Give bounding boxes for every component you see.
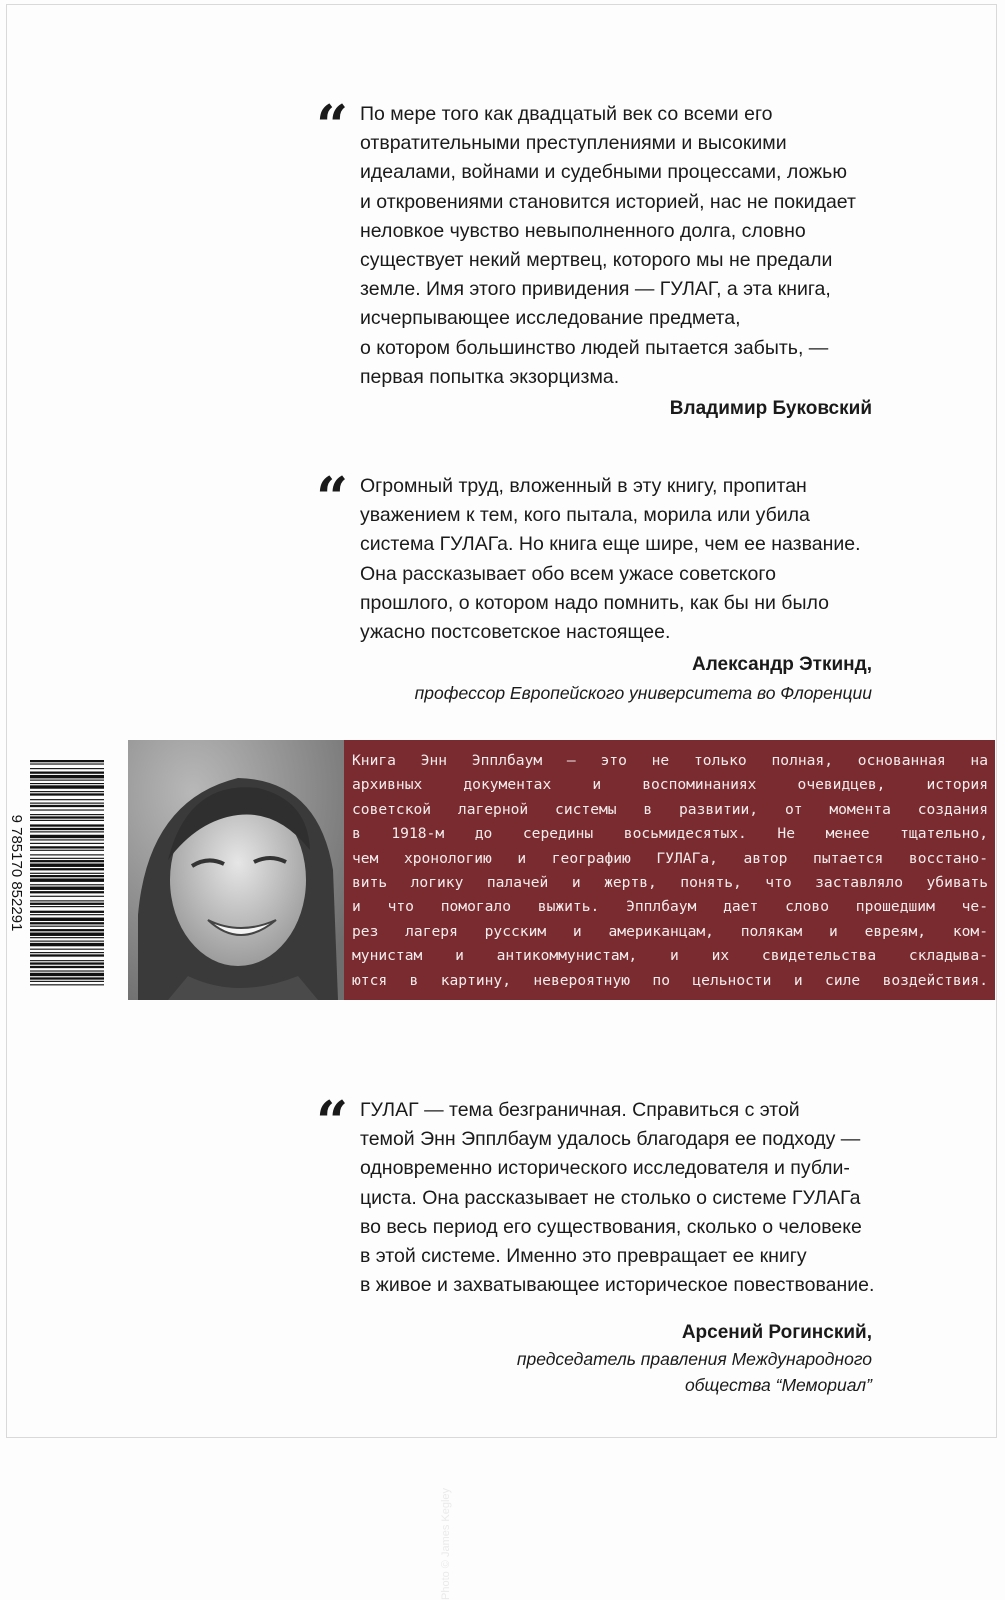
annotation-line: рез лагеря русским и американцам, полякам и евреям, ком- — [352, 922, 988, 940]
quote-roginsky — [312, 1089, 922, 1396]
barcode-bar — [30, 843, 104, 844]
quote-mark-icon: “ — [316, 93, 349, 159]
quote-line: отвратительными преступлениями и высокими — [360, 132, 787, 155]
portrait-image — [128, 740, 344, 1000]
quote-author-role: общества “Мемориал” — [684, 1375, 872, 1395]
barcode-bar — [30, 809, 104, 810]
barcode-bar — [30, 803, 104, 804]
barcode-bar — [30, 962, 104, 964]
annotation-line: советской лагерной системы в развитии, от момента создания — [352, 800, 988, 818]
quote-mark-icon: “ — [316, 1089, 349, 1155]
barcode-bar — [30, 772, 104, 774]
barcode-bar — [30, 831, 104, 832]
barcode-bar — [30, 780, 104, 781]
quote-line: и откровениями становится историей, нас не покидает — [360, 190, 856, 213]
barcode-bar — [30, 858, 104, 859]
barcode-bar — [30, 884, 104, 885]
barcode-bars — [30, 760, 104, 985]
quote-line: в живое и захватывающее историческое повествование. — [360, 1274, 875, 1297]
quote-line: прошлого, о котором надо помнить, как бы ни было — [360, 591, 829, 614]
quote-line: Она рассказывает обо всем ужасе советского — [360, 562, 776, 585]
barcode-bar — [30, 914, 104, 915]
quote-line: темой Энн Эпплбаум удалось благодаря ее подходу — — [360, 1128, 861, 1151]
barcode-bar — [30, 937, 104, 938]
book-annotation — [352, 749, 988, 993]
barcode-bar — [30, 878, 104, 881]
barcode-bar — [30, 850, 104, 851]
barcode-bar — [30, 846, 104, 848]
barcode-bar — [30, 887, 104, 890]
annotation-line: архивных документах и воспоминаниях очевидцев, история — [352, 776, 988, 794]
quote-text — [360, 1096, 874, 1300]
annotation-line: в 1918-м до середины восьмидесятых. Не менее тщательно, — [352, 825, 988, 843]
quote-author: Александр Эткинд, — [692, 654, 872, 675]
quote-author-role: профессор Европейского университета во Флоренции — [414, 683, 872, 703]
quote-line: система ГУЛАГа. Но книга еще шире, чем ее название. — [360, 533, 861, 556]
barcode-bar — [30, 918, 104, 921]
barcode-bar — [30, 768, 104, 769]
barcode-bar — [30, 868, 104, 870]
quote-text — [360, 100, 856, 392]
barcode-bar — [30, 760, 104, 762]
barcode-bar — [30, 839, 104, 840]
barcode-bar — [30, 835, 104, 838]
quote-line: ужасно постсоветское настоящее. — [360, 621, 671, 644]
barcode-digits: 9 785170 852291 — [8, 814, 25, 932]
barcode-bar — [30, 949, 104, 950]
annotation-line: чем хронологию и географию ГУЛАГа, автор пытается восстано- — [352, 849, 988, 867]
quote-line: одновременно исторического исследователя и публи- — [360, 1157, 850, 1180]
barcode-bar — [30, 903, 104, 905]
barcode-bar — [30, 900, 104, 901]
barcode-bar — [30, 896, 104, 897]
barcode-bar — [30, 791, 104, 792]
quote-line: существует некий мертвец, которого мы не предали — [360, 249, 833, 272]
quote-text — [360, 472, 861, 647]
barcode-bar — [30, 977, 104, 979]
barcode-bar — [30, 805, 104, 807]
barcode-bar — [30, 960, 104, 961]
quote-line: По мере того как двадцатый век со всеми его — [360, 103, 773, 125]
barcode-bar — [30, 973, 104, 976]
barcode-bar — [30, 828, 104, 830]
barcode-bar — [30, 941, 104, 942]
author-photo — [128, 740, 452, 1600]
barcode-bar — [30, 775, 104, 778]
quote-author: Арсений Рогинский, — [681, 1322, 872, 1343]
quote-etkind — [312, 465, 882, 712]
barcode-bar — [30, 875, 104, 877]
barcode-bar — [30, 793, 104, 795]
barcode-bar — [30, 785, 104, 788]
barcode-bar — [30, 922, 104, 924]
quote-line: первая попытка экзорцизма. — [360, 365, 620, 388]
quote-line: идеалами, войнами и судебными процессами, ложью — [360, 161, 847, 184]
barcode-bar — [30, 873, 104, 874]
barcode-bar — [30, 929, 104, 931]
barcode-bar — [30, 854, 104, 855]
quote-line: неловкое чувство невыполненного долга, словно — [360, 219, 806, 242]
barcode-bar — [30, 966, 104, 968]
barcode-bar — [30, 952, 104, 953]
quote-line: в этой системе. Именно это превращает ее книгу — [360, 1245, 807, 1268]
quote-line: о котором большинство людей пытается забыть, — — [360, 336, 829, 359]
barcode-bar — [30, 891, 104, 893]
barcode-bar — [30, 970, 104, 971]
annotation-line: Книга Энн Эпплбаум — это не только полная, основанная на — [352, 752, 988, 769]
barcode-bar — [30, 824, 104, 826]
barcode-bar — [30, 860, 104, 862]
quote-mark-icon: “ — [316, 465, 349, 531]
barcode-bar — [30, 926, 104, 927]
annotation-line: ются в картину, невероятную по цельности и силе воздействия. — [352, 971, 988, 989]
annotation-line: и что помогало выжить. Эпплбаум дает слово прошедшим че- — [352, 898, 988, 916]
quote-line: земле. Имя этого привидения — ГУЛАГ, а эта книга, — [360, 278, 831, 301]
annotation-line: мунистам и антикоммунистам, и их свидетельства складыва- — [352, 947, 988, 965]
barcode-bar — [30, 933, 104, 936]
photo-credit: Photo © James Kegley — [440, 1487, 452, 1600]
barcode-bar — [30, 816, 104, 818]
isbn-barcode — [8, 756, 104, 990]
quote-line: исчерпывающее исследование предмета, — [360, 307, 741, 330]
barcode-bar — [30, 820, 104, 821]
barcode-bar — [30, 783, 104, 784]
barcode-bar — [30, 799, 104, 800]
barcode-bar — [30, 911, 104, 913]
quote-line: Огромный труд, вложенный в эту книгу, пропитан — [360, 475, 807, 497]
barcode-bar — [30, 763, 104, 764]
quote-line: во весь период его существования, сколько о человеке — [360, 1215, 862, 1238]
quote-line: циста. Она рассказывает не столько о системе ГУЛАГа — [360, 1186, 861, 1209]
quote-author: Владимир Буковский — [669, 398, 872, 419]
barcode-bar — [30, 906, 104, 907]
quote-bukovsky — [312, 93, 882, 430]
barcode-bar — [30, 814, 104, 815]
quote-line: уважением к тем, кого пытала, морила или убила — [360, 504, 810, 527]
quote-line: ГУЛАГ — тема безграничная. Справиться с этой — [360, 1099, 800, 1121]
barcode-bar — [30, 954, 104, 956]
barcode-bar — [30, 984, 104, 985]
quote-author-role: председатель правления Международного — [516, 1349, 872, 1369]
barcode-bar — [30, 864, 104, 867]
barcode-bar — [30, 943, 104, 946]
annotation-line: вить логику палачей и жертв, понять, что заставляло убивать — [352, 874, 988, 892]
barcode-bar — [30, 981, 104, 982]
